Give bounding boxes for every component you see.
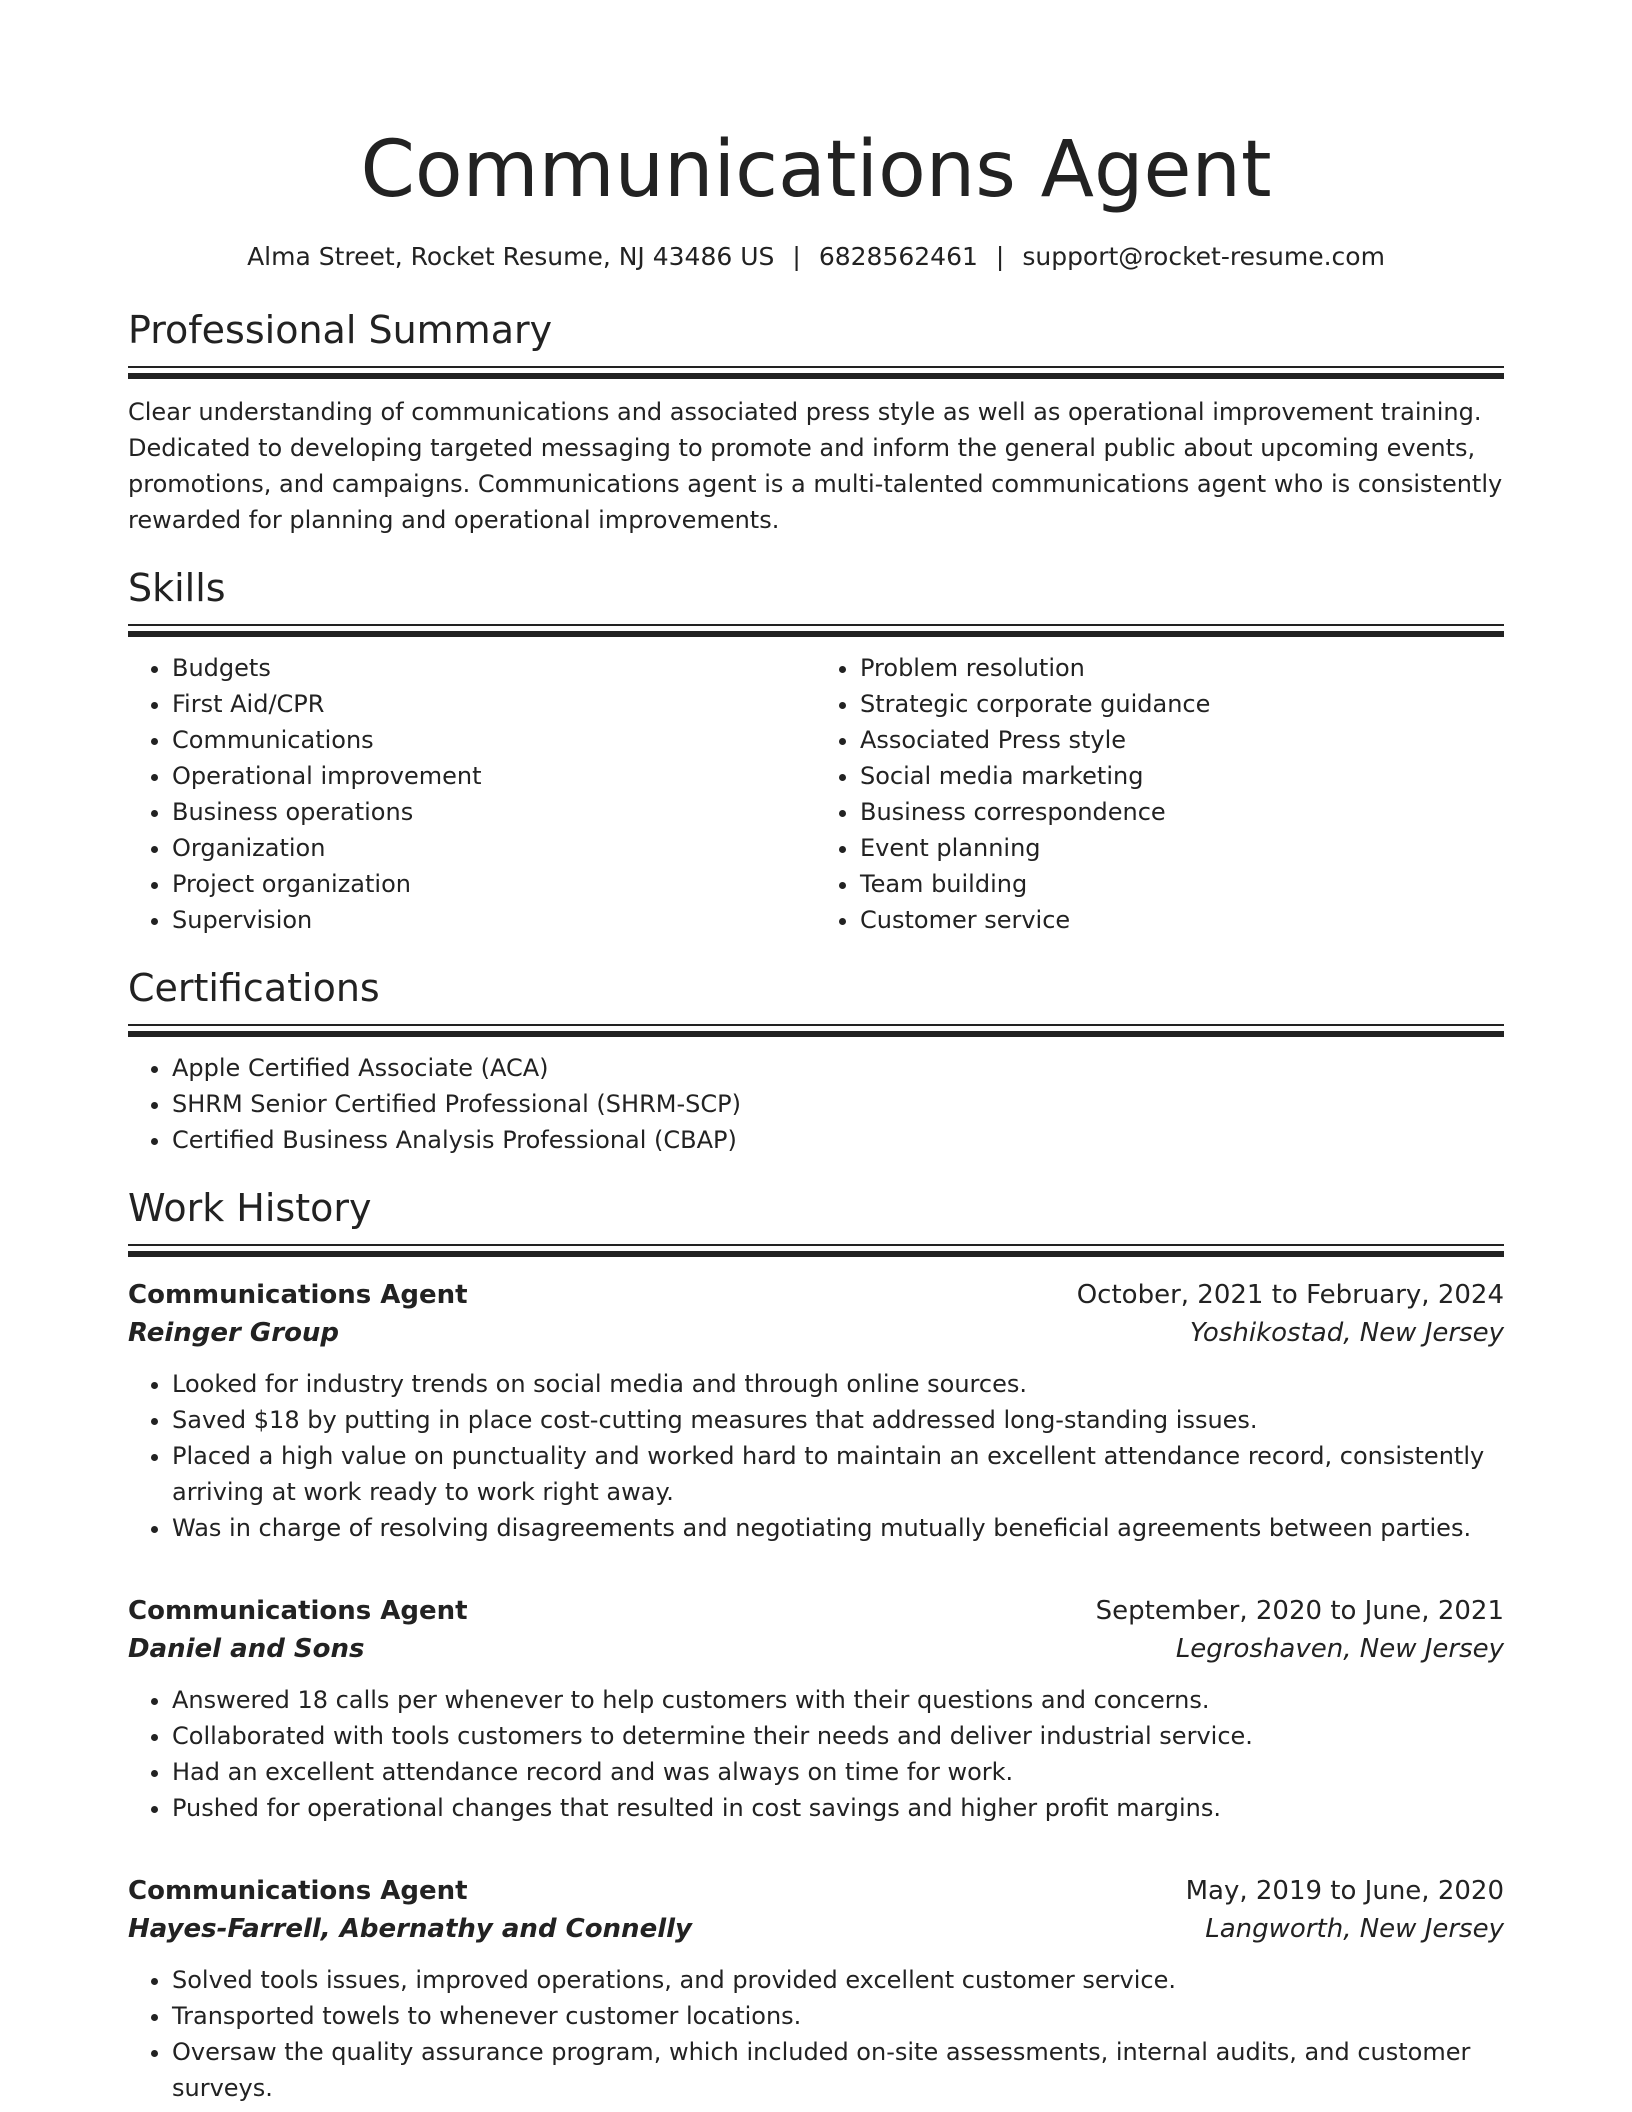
skill-item: • Associated Press style: [860, 722, 1504, 758]
contact-email: support@rocket-resume.com: [1022, 242, 1385, 271]
skills-list-right: [816, 650, 1504, 938]
skill-item: • Project organization: [172, 866, 816, 902]
section-divider: [128, 1024, 1504, 1038]
job-company: Daniel and Sons: [128, 1634, 365, 1664]
skill-item: • Team building: [860, 866, 1504, 902]
skill-item: • Business correspondence: [860, 794, 1504, 830]
job-dates: September, 2020 to June, 2021: [1095, 1596, 1504, 1626]
job-bullets: [128, 1962, 1504, 2106]
summary-text: Clear understanding of communications and associated press style as well as operational improvement training. Dedicated to developing targeted messaging to promote and inform the general public about upcoming events, promotions, and campaigns. Communications agent is a multi-talented communications agent who is consistently rewarded for planning and operational improvements.: [128, 398, 1503, 534]
job-company-row: [128, 1630, 1504, 1668]
skill-item: • First Aid/CPR: [172, 686, 816, 722]
skills-section: [128, 564, 1504, 938]
contact-separator: |: [792, 242, 801, 271]
skill-item: • Customer service: [860, 902, 1504, 938]
job-bullet: • Saved $18 by putting in place cost-cutting measures that addressed long-standing issues.: [172, 1402, 1504, 1438]
job-entry: [128, 1592, 1504, 1826]
certifications-list: [128, 1050, 1504, 1158]
skill-item: • Problem resolution: [860, 650, 1504, 686]
certification-item: • Apple Certified Associate (ACA): [172, 1050, 1504, 1086]
job-company-row: [128, 1910, 1504, 1948]
job-location: Legroshaven, New Jersey: [1175, 1634, 1504, 1664]
contact-address: Alma Street, Rocket Resume, NJ 43486 US: [247, 242, 775, 271]
job-company: Hayes-Farrell, Abernathy and Connelly: [128, 1914, 692, 1944]
resume-name: Communications Agent: [360, 125, 1272, 215]
job-bullet: • Solved tools issues, improved operations, and provided excellent customer service.: [172, 1962, 1504, 1998]
job-title: Communications Agent: [128, 1280, 468, 1310]
job-location: Langworth, New Jersey: [1205, 1914, 1504, 1944]
certification-item: • SHRM Senior Certified Professional (SHRM-SCP): [172, 1086, 1504, 1122]
job-bullet: • Placed a high value on punctuality and worked hard to maintain an excellent attendance record, consistently arriving at work ready to work right away.: [172, 1438, 1504, 1510]
contact-line: [128, 240, 1504, 274]
job-dates: May, 2019 to June, 2020: [1185, 1876, 1504, 1906]
section-divider: [128, 624, 1504, 638]
summary-heading: Professional Summary: [128, 308, 553, 352]
skill-item: • Organization: [172, 830, 816, 866]
skills-heading: Skills: [128, 566, 226, 610]
job-location: Yoshikostad, New Jersey: [1189, 1318, 1504, 1348]
skill-item: • Strategic corporate guidance: [860, 686, 1504, 722]
skill-item: • Operational improvement: [172, 758, 816, 794]
work-history-section: [128, 1184, 1504, 2106]
job-bullet: • Had an excellent attendance record and was always on time for work.: [172, 1754, 1504, 1790]
job-bullet: • Was in charge of resolving disagreements and negotiating mutually beneficial agreements between parties.: [172, 1510, 1504, 1546]
contact-phone: 6828562461: [818, 242, 978, 271]
job-dates: October, 2021 to February, 2024: [1076, 1280, 1504, 1310]
job-title: Communications Agent: [128, 1596, 468, 1626]
job-bullet: • Looked for industry trends on social media and through online sources.: [172, 1366, 1504, 1402]
job-title: Communications Agent: [128, 1876, 468, 1906]
skill-item: • Social media marketing: [860, 758, 1504, 794]
job-header-row: [128, 1872, 1504, 1910]
skills-list-left: [128, 650, 816, 938]
job-header-row: [128, 1276, 1504, 1314]
job-bullet: • Answered 18 calls per whenever to help customers with their questions and concerns.: [172, 1682, 1504, 1718]
job-bullet: • Pushed for operational changes that resulted in cost savings and higher profit margins.: [172, 1790, 1504, 1826]
job-header-row: [128, 1592, 1504, 1630]
certifications-heading: Certifications: [128, 966, 380, 1010]
job-company: Reinger Group: [128, 1318, 340, 1348]
skill-item: • Event planning: [860, 830, 1504, 866]
certification-item: • Certified Business Analysis Professional (CBAP): [172, 1122, 1504, 1158]
job-bullet: • Oversaw the quality assurance program, which included on-site assessments, internal audits, and customer surveys.: [172, 2034, 1504, 2106]
job-entry: [128, 1872, 1504, 2106]
resume-page: [128, 0, 1504, 2106]
job-bullets: [128, 1682, 1504, 1826]
job-bullets: [128, 1366, 1504, 1546]
skill-item: • Communications: [172, 722, 816, 758]
certifications-section: [128, 964, 1504, 1158]
skill-item: • Budgets: [172, 650, 816, 686]
job-bullet: • Collaborated with tools customers to determine their needs and deliver industrial service.: [172, 1718, 1504, 1754]
job-bullet: • Transported towels to whenever customer locations.: [172, 1998, 1504, 2034]
contact-separator: |: [995, 242, 1005, 271]
skill-item: • Supervision: [172, 902, 816, 938]
skill-item: • Business operations: [172, 794, 816, 830]
skills-grid: [128, 650, 1504, 938]
summary-section: [128, 306, 1504, 538]
job-company-row: [128, 1314, 1504, 1352]
work-history-heading: Work History: [128, 1186, 372, 1230]
job-entry: [128, 1276, 1504, 1546]
section-divider: [128, 366, 1504, 380]
section-divider: [128, 1244, 1504, 1258]
